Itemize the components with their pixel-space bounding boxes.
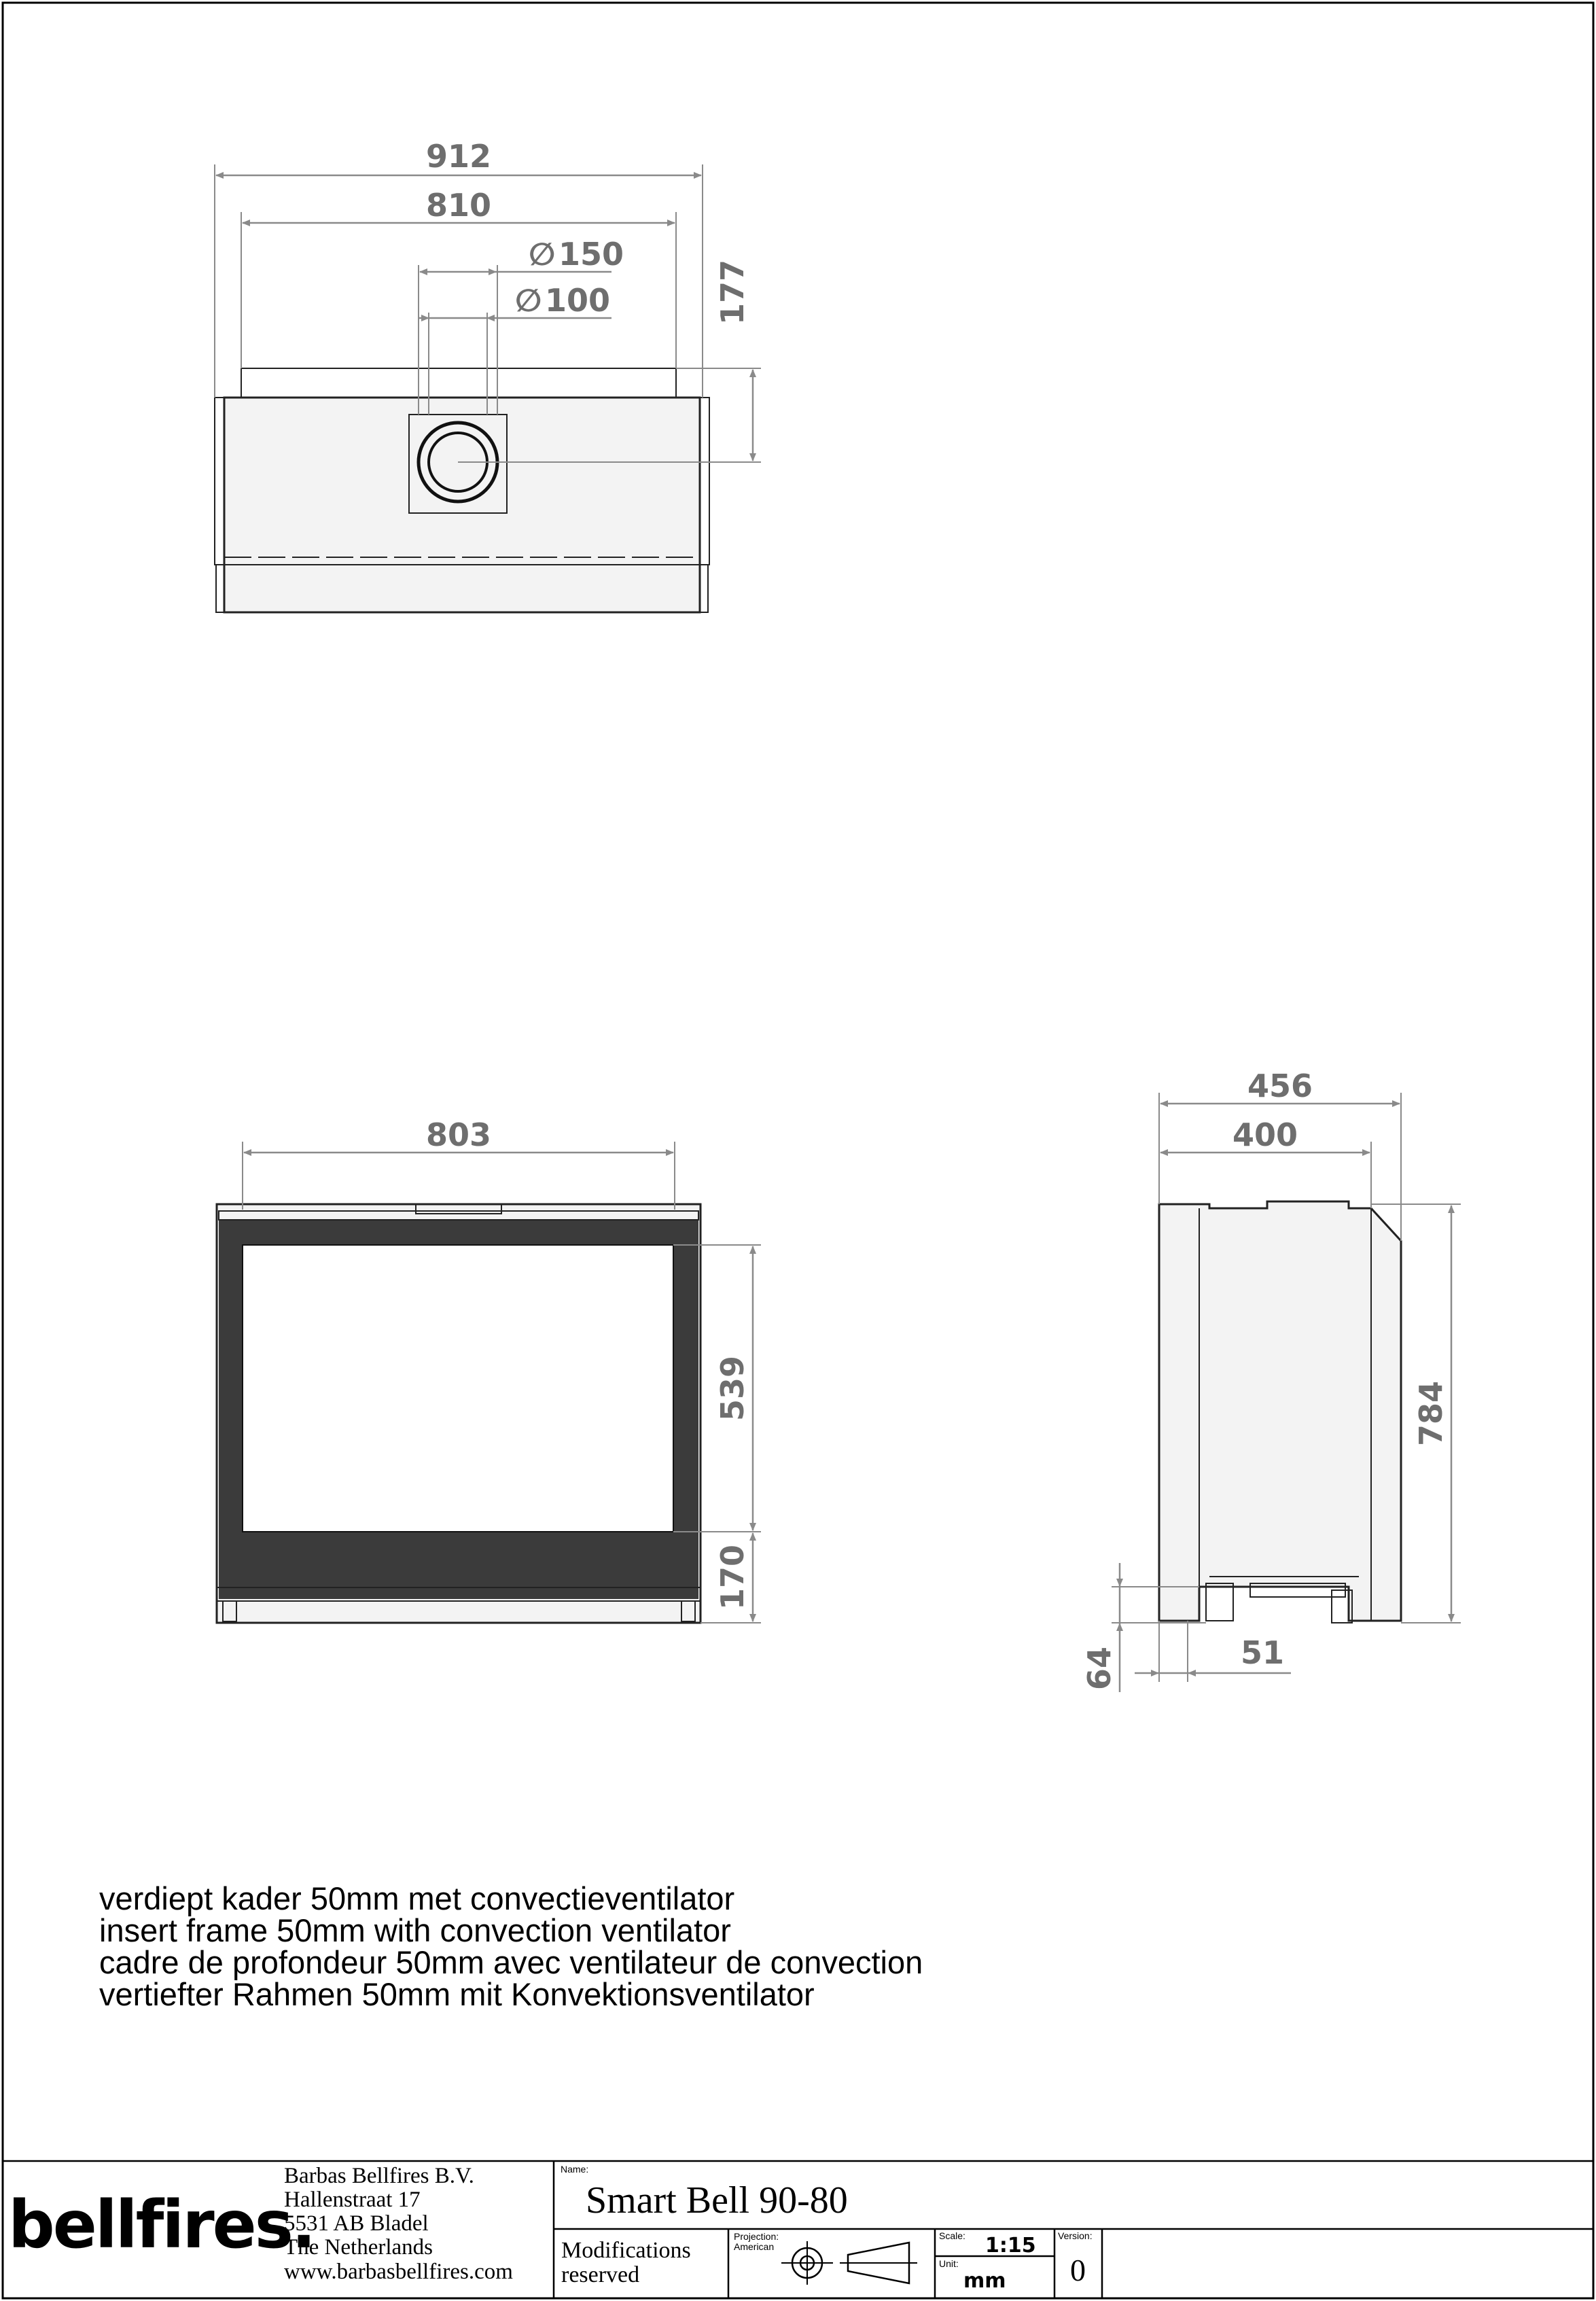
scale-value: 1:15	[985, 2234, 1036, 2258]
unit-value: mm	[963, 2269, 1006, 2293]
side-view-outline	[1159, 1201, 1401, 1621]
dim-overall-width: 912	[425, 138, 492, 175]
front-glass	[243, 1245, 673, 1532]
note-french: cadre de profondeur 50mm avec ventilateur de convection	[99, 1944, 923, 1980]
address-city: 5531 AB Bladel	[284, 2211, 429, 2236]
dim-glass-height: 539	[714, 1355, 751, 1422]
company-name: Barbas Bellfires B.V.	[284, 2164, 474, 2188]
diameter-symbol-150: ∅	[529, 236, 556, 273]
company-logo: bellfires.	[8, 2187, 315, 2263]
address-street: Hallenstraat 17	[284, 2188, 421, 2212]
projection-value: American	[734, 2241, 775, 2252]
product-name: Smart Bell 90-80	[586, 2179, 848, 2221]
modifications-line2: reserved	[561, 2262, 640, 2287]
top-view	[215, 138, 761, 612]
notes	[99, 1880, 923, 2012]
dim-flue-offset: 177	[714, 259, 751, 326]
front-view	[217, 1117, 761, 1623]
dim-bottom-height: 170	[714, 1544, 751, 1611]
diameter-symbol-100: ∅	[515, 282, 542, 319]
dim-foot-height: 64	[1081, 1646, 1118, 1691]
name-label: Name:	[561, 2164, 589, 2175]
projection-symbol-icon	[781, 2241, 917, 2285]
modifications-line1: Modifications	[561, 2238, 691, 2263]
dim-overall-depth: 456	[1247, 1068, 1313, 1104]
note-german: vertiefter Rahmen 50mm mit Konvektionsventilator	[99, 1976, 815, 2012]
version-value: 0	[1070, 2253, 1086, 2287]
scale-label: Scale:	[939, 2230, 965, 2241]
dim-body-depth: 400	[1232, 1117, 1298, 1153]
dim-foot-offset: 51	[1240, 1634, 1285, 1671]
version-label: Version:	[1058, 2230, 1093, 2241]
title-block	[3, 2161, 1593, 2298]
dim-body-width: 810	[425, 187, 492, 224]
dim-flue-inner: 100	[545, 282, 611, 319]
projection-label: Projection:	[734, 2231, 779, 2242]
note-dutch: verdiept kader 50mm met convectieventilator	[99, 1880, 735, 1916]
address-country: The Netherlands	[284, 2235, 433, 2260]
unit-label: Unit:	[939, 2258, 959, 2269]
dim-flue-outer: 150	[558, 236, 624, 273]
dim-glass-width: 803	[425, 1117, 492, 1153]
dim-overall-height: 784	[1413, 1380, 1449, 1447]
side-view	[1081, 1068, 1461, 1692]
note-english: insert frame 50mm with convection ventilator	[99, 1912, 731, 1948]
website: www.barbasbellfires.com	[284, 2260, 513, 2284]
